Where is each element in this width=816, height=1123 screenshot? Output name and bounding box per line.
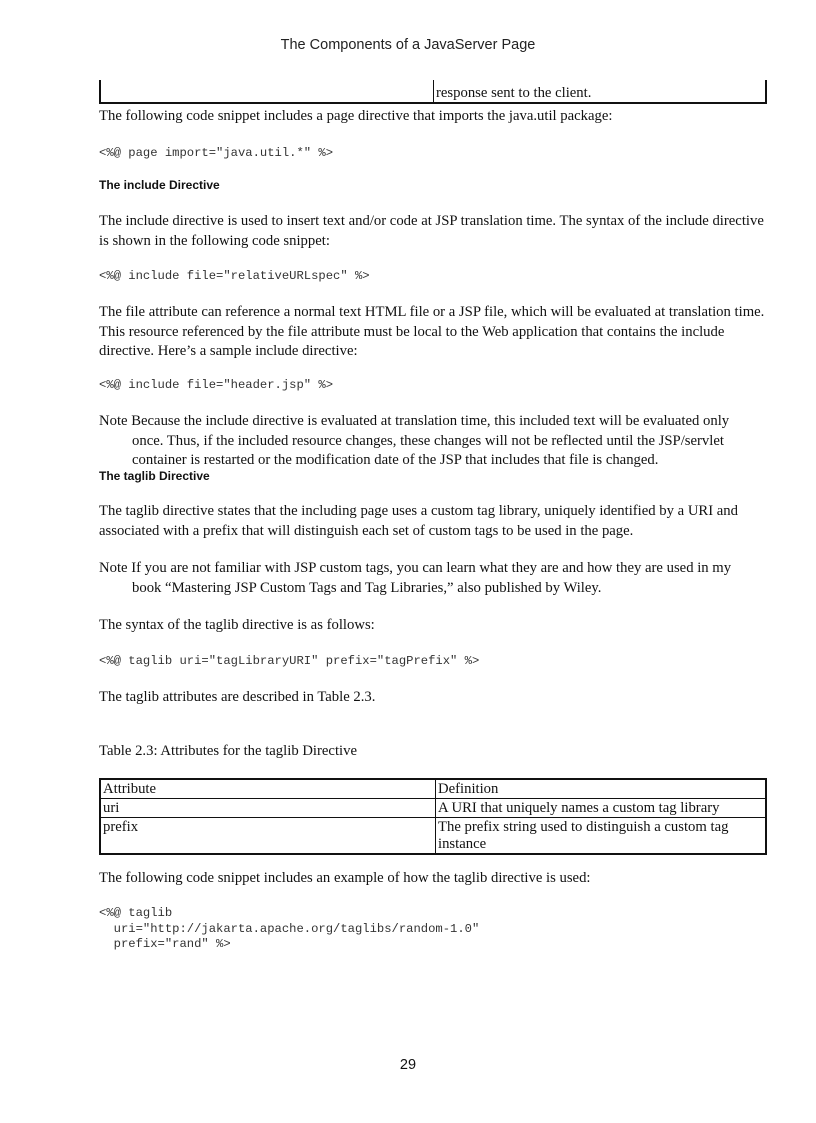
table-cell: prefix — [100, 818, 436, 855]
previous-table-fragment — [99, 80, 767, 104]
paragraph: The following code snippet includes an example of how the taglib directive is used: — [99, 870, 591, 886]
table-caption: Table 2.3: Attributes for the taglib Directive — [99, 743, 357, 759]
page-title: The Components of a JavaServer Page — [280, 37, 536, 53]
note — [99, 412, 769, 471]
table-cell: uri — [100, 799, 436, 818]
attributes-table — [99, 778, 767, 855]
code-snippet: <%@ include file="header.jsp" %> — [99, 378, 334, 392]
table-row — [100, 799, 766, 818]
table-header-row — [100, 779, 766, 799]
paragraph: The file attribute can reference a normal text HTML file or a JSP file, which will be evaluated at translation time. This resource referenced by the file attribute must be local to the Web application that contains the include directive. Here’s a sample include directive: — [99, 304, 765, 359]
paragraph: The taglib attributes are described in Table 2.3. — [99, 689, 376, 705]
table-header-cell: Definition — [436, 779, 767, 799]
table-header-cell: Attribute — [100, 779, 436, 799]
section-heading-include: The include Directive — [99, 178, 220, 192]
table-cell: response sent to the client. — [436, 85, 592, 101]
note-text: Note Because the include directive is evaluated at translation time, this included text will be evaluated only — [99, 413, 730, 429]
paragraph: The syntax of the taglib directive is as follows: — [99, 617, 375, 633]
note-text-continued: book “Mastering JSP Custom Tags and Tag Libraries,” also published by Wiley. — [132, 579, 602, 596]
code-snippet: <%@ include file="relativeURLspec" %> — [99, 269, 370, 283]
table-row — [100, 818, 766, 855]
table-column-divider — [433, 80, 434, 102]
note-text: Note If you are not familiar with JSP custom tags, you can learn what they are and how they are used in my — [99, 560, 732, 576]
paragraph: The taglib directive states that the including page uses a custom tag library, uniquely identified by a URI and associated with a prefix that will distinguish each set of custom tags to be used in the page. — [99, 503, 738, 539]
table-cell: The prefix string used to distinguish a custom tag instance — [436, 818, 767, 855]
page-number: 29 — [399, 1057, 417, 1073]
note-text-continued: once. Thus, if the included resource changes, these changes will not be reflected until the JSP/servlet container is restarted or the modification date of the JSP that includes that file is changed. — [132, 432, 724, 468]
code-snippet: <%@ taglib uri="tagLibraryURI" prefix="tagPrefix" %> — [99, 654, 480, 668]
code-snippet: <%@ taglib uri="http://jakarta.apache.org/taglibs/random-1.0" prefix="rand" %> — [99, 906, 480, 951]
paragraph: The following code snippet includes a page directive that imports the java.util package: — [99, 108, 613, 124]
note — [99, 559, 769, 598]
code-snippet: <%@ page import="java.util.*" %> — [99, 146, 334, 160]
table-cell: A URI that uniquely names a custom tag library — [436, 799, 767, 818]
paragraph: The include directive is used to insert text and/or code at JSP translation time. The syntax of the include directive is shown in the following code snippet: — [99, 213, 764, 249]
section-heading-taglib: The taglib Directive — [99, 469, 210, 483]
